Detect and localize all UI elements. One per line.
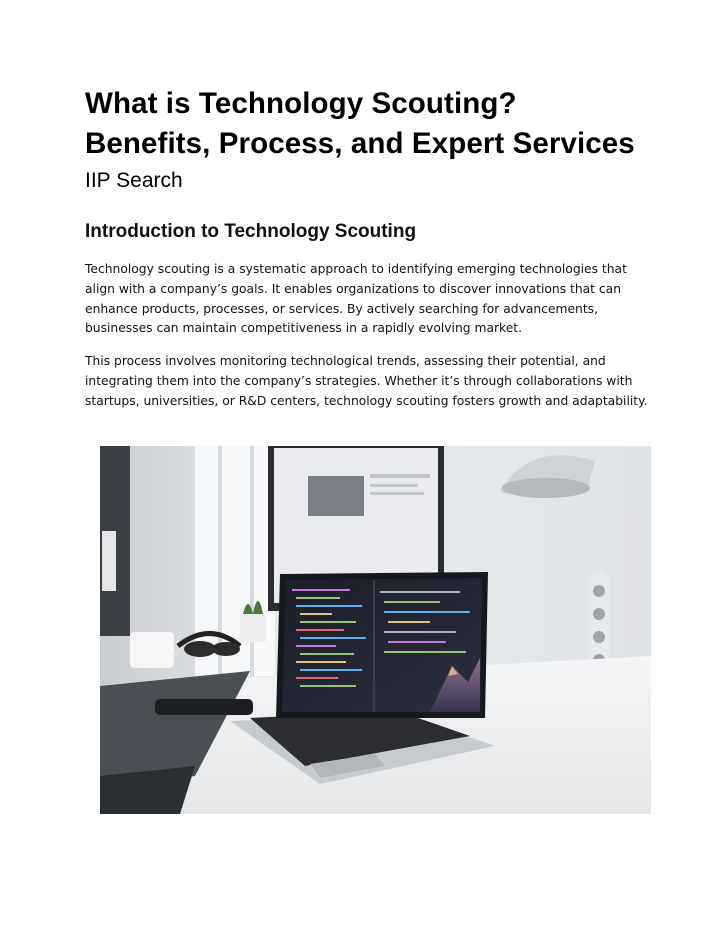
title-line-1: What is Technology Scouting? bbox=[85, 87, 517, 120]
paragraph-1: Technology scouting is a systematic approach to identifying emerging technologies that align with a company’s goals. It enables organizations to discover innovations that can enhance products, processes, or services. By actively searching for advancements, businesses can maintain competitiveness in a rapidly evolving market. bbox=[85, 262, 627, 336]
title-line-2: Benefits, Process, and Expert Services bbox=[85, 127, 635, 160]
paragraph-2: This process involves monitoring technological trends, assessing their potential, and integrating them into the company’s strategies. Whether it’s through collaborations with startups, universities, or R&D centers, technology scouting fosters growth and adaptability. bbox=[85, 354, 648, 408]
document-title bbox=[85, 84, 651, 164]
section-heading: Introduction to Technology Scouting bbox=[85, 221, 417, 242]
document-subtitle: IIP Search bbox=[85, 169, 183, 192]
document-page bbox=[85, 84, 651, 412]
laptop-desk-photo bbox=[100, 446, 651, 814]
